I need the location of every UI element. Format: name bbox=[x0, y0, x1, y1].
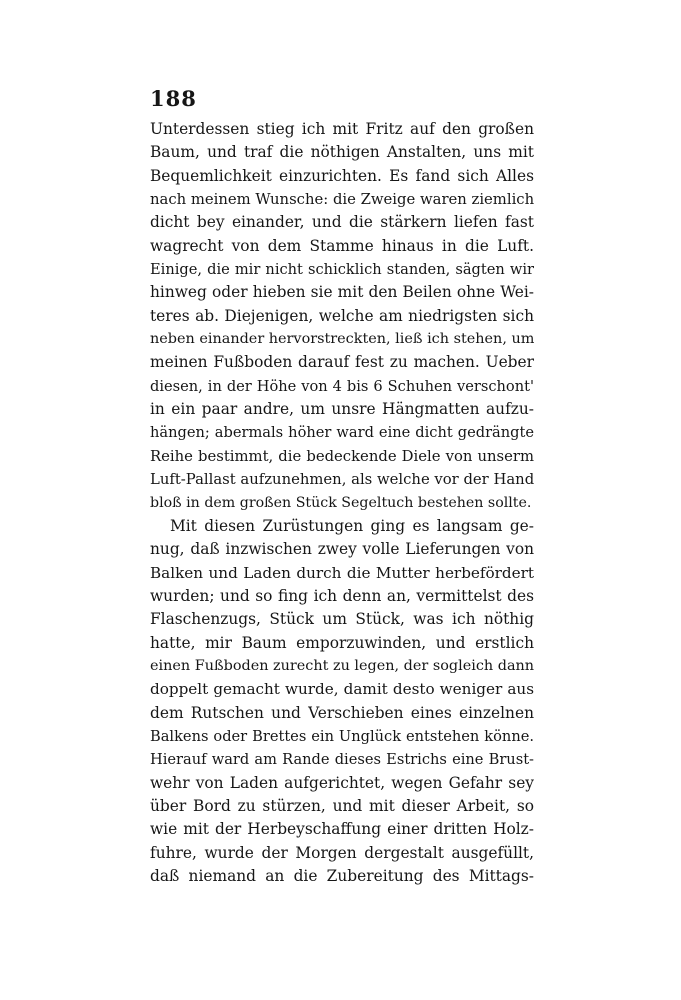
text-line: Unterdessen stieg ich mit Fritz auf den großen bbox=[150, 120, 534, 138]
text-line: teres ab. Diejenigen, welche am niedrigsten sich bbox=[150, 306, 534, 325]
text-line: daß niemand an die Zubereitung des Mittags- bbox=[150, 867, 534, 885]
text-line: einen Fußboden zurecht zu legen, der sogleich dann bbox=[150, 657, 534, 674]
text-line: dem Rutschen und Verschieben eines einzelnen bbox=[150, 703, 534, 722]
text-line: hinweg oder hieben sie mit den Beilen ohne Wei- bbox=[150, 283, 534, 302]
text-line: über Bord zu stürzen, und mit dieser Arbeit, so bbox=[150, 796, 534, 815]
text-line: meinen Fußboden darauf fest zu machen. Ueber bbox=[150, 353, 534, 372]
text-line: Luft-Pallast aufzunehmen, als welche vor der Hand bbox=[150, 471, 534, 489]
text-line: diesen, in der Höhe von 4 bis 6 Schuhen verschont' bbox=[150, 377, 534, 395]
text-line: Bequemlichkeit einzurichten. Es fand sich Alles bbox=[150, 166, 534, 185]
text-line: doppelt gemacht wurde, damit desto weniger aus bbox=[150, 680, 534, 699]
text-line: hatte, mir Baum emporzuwinden, und erstlich bbox=[150, 633, 534, 652]
text-line: Baum, und traf die nöthigen Anstalten, uns mit bbox=[150, 143, 534, 162]
text-line: Balkens oder Brettes ein Unglück entstehen könne. bbox=[150, 727, 534, 745]
text-line: Hierauf ward am Rande dieses Estrichs eine Brust- bbox=[150, 751, 534, 769]
text-line: in ein paar andre, um unsre Hängmatten aufzu- bbox=[150, 400, 534, 419]
text-line: wehr von Laden aufgerichtet, wegen Gefahr sey bbox=[150, 773, 534, 792]
text-line: nug, daß inzwischen zwey volle Lieferungen von bbox=[150, 540, 534, 559]
text-line: wagrecht von dem Stamme hinaus in die Luft. bbox=[150, 236, 534, 255]
text-line: nach meinem Wunsche: die Zweige waren ziemlich bbox=[150, 191, 534, 209]
text-line: wurden; und so fing ich denn an, vermittelst des bbox=[150, 586, 534, 605]
body-text bbox=[150, 118, 534, 888]
text-line: Flaschenzugs, Stück um Stück, was ich nöthig bbox=[150, 610, 534, 629]
text-line: Einige, die mir nicht schicklich standen, sägten wir bbox=[150, 261, 534, 279]
text-line: hängen; abermals höher ward eine dicht gedrängte bbox=[150, 424, 534, 442]
text-line: Balken und Laden durch die Mutter herbefördert bbox=[150, 563, 534, 582]
text-line: wie mit der Herbeyschaffung einer dritten Holz- bbox=[150, 820, 534, 839]
text-line: fuhre, wurde der Morgen dergestalt ausgefüllt, bbox=[150, 843, 534, 862]
page-number: 188 bbox=[150, 86, 197, 111]
text-line: dicht bey einander, und die stärkern liefen fast bbox=[150, 213, 534, 232]
text-line: bloß in dem großen Stück Segeltuch bestehen sollte. bbox=[150, 494, 532, 511]
text-line: Reihe bestimmt, die bedeckende Diele von unserm bbox=[150, 447, 534, 465]
text-line: Mit diesen Zurüstungen ging es langsam ge- bbox=[170, 516, 534, 535]
text-line: neben einander hervorstreckten, ließ ich stehen, um bbox=[150, 331, 534, 348]
